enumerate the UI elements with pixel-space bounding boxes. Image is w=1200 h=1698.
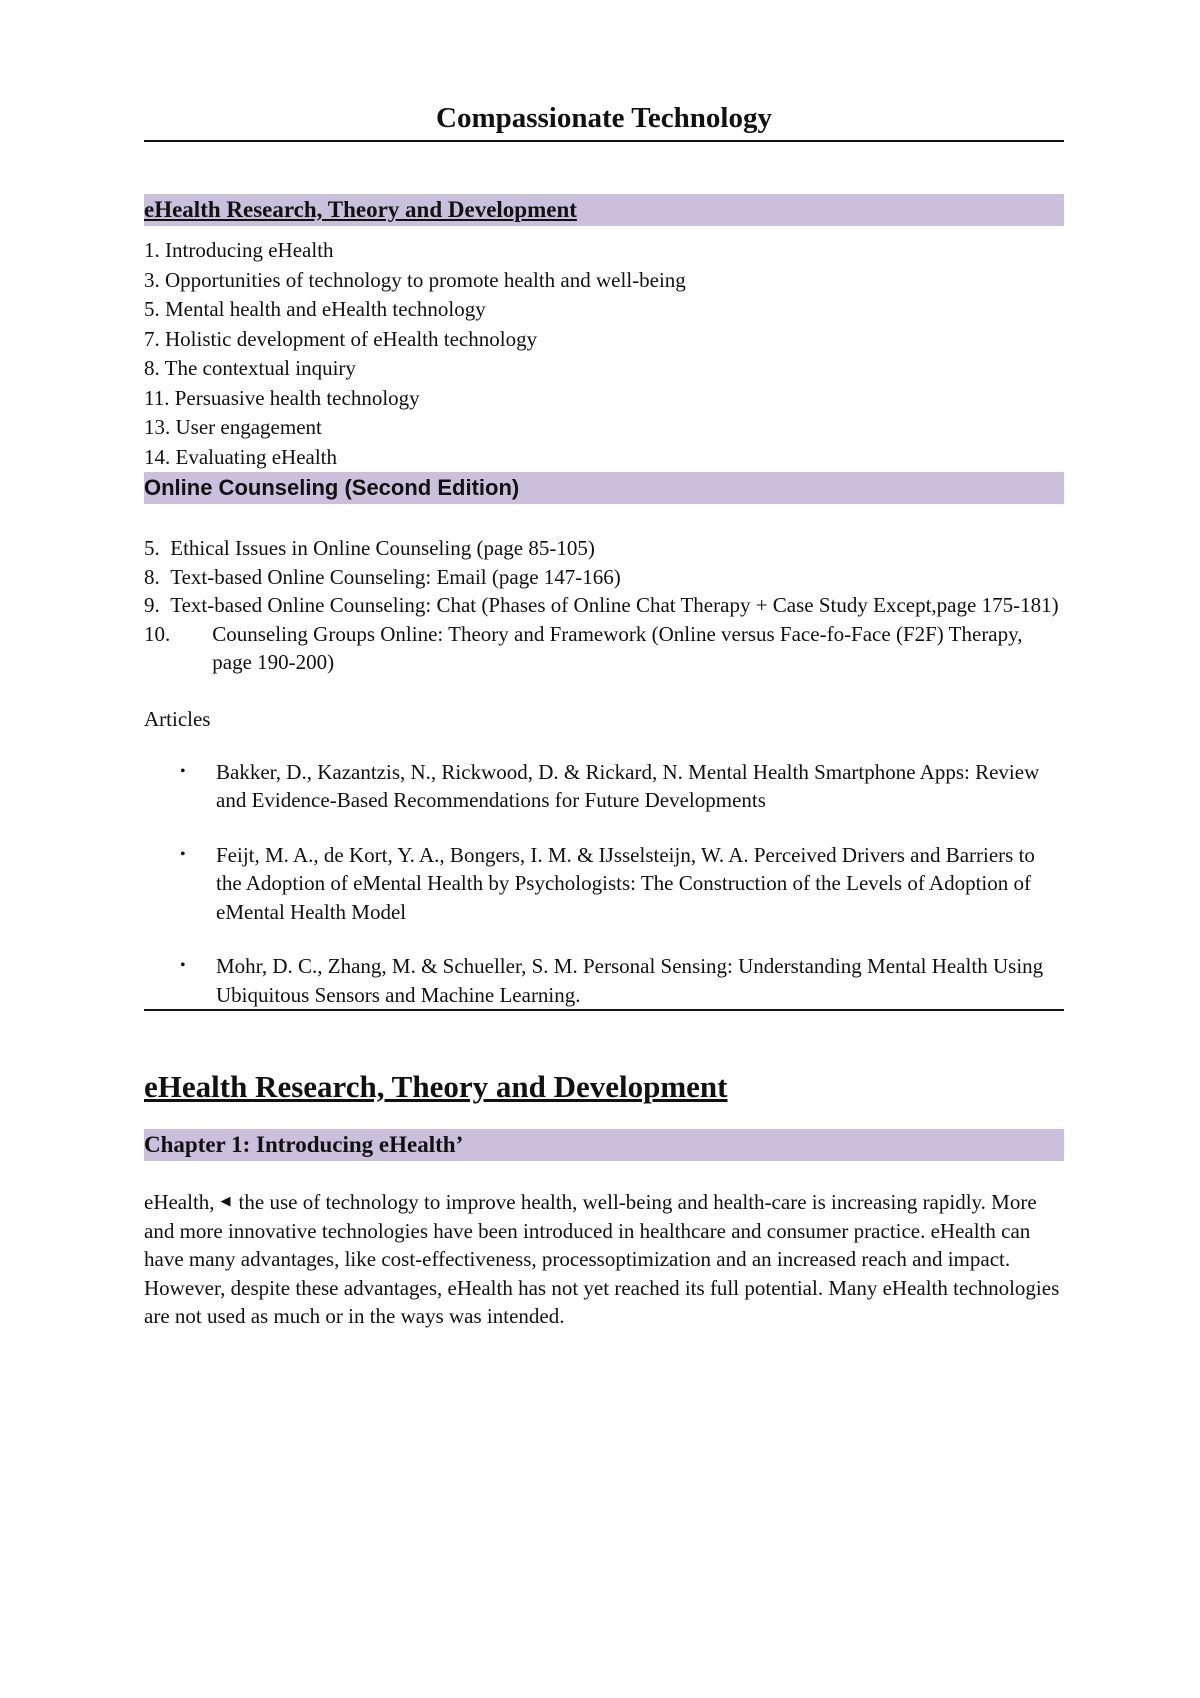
chapter-number: 8. bbox=[144, 564, 171, 589]
articles-list bbox=[144, 758, 1064, 1012]
chapter-number: 10. bbox=[144, 621, 213, 646]
article-item bbox=[144, 841, 1064, 927]
comment-marker-icon: ◀ bbox=[220, 1193, 231, 1208]
book2-chapter bbox=[144, 591, 1064, 620]
book1-chapter: 5. Mental health and eHealth technology bbox=[144, 297, 486, 321]
book2-heading: Online Counseling (Second Edition) bbox=[144, 472, 1064, 504]
chapter-text: Text-based Online Counseling: Email (page 147-166) bbox=[170, 564, 621, 589]
article-item bbox=[144, 952, 1064, 1011]
book1-chapter: 7. Holistic development of eHealth technology bbox=[144, 326, 538, 351]
articles-heading: Articles bbox=[144, 706, 211, 731]
chapter-paragraph bbox=[144, 1187, 1064, 1331]
bullet-icon: • bbox=[180, 845, 186, 863]
book1-chapter: 1. Introducing eHealth bbox=[144, 238, 334, 262]
article-citation: Bakker, D., Kazantzis, N., Rickwood, D. & Rickard, N. Mental Health Smartphone Apps: Review and Evidence-Based Recommendations for Future Developments bbox=[216, 759, 1040, 812]
chapter-number: 5. bbox=[144, 536, 171, 560]
bullet-icon: • bbox=[180, 957, 186, 974]
article-item bbox=[144, 758, 1064, 815]
paragraph-rest: the use of technology to improve health, well-being and health-care is increasing rapidly. More and more innovative technologies have been introduced in healthcare and consumer practice. eHealth can have many advantages, like cost-effectiveness, processoptimization and an increased reach and impact. However, despite these advantages, eHealth has not yet reached its full potential. Many eHealth technologies are not used as much or in the ways was intended. bbox=[144, 1190, 1060, 1328]
book2-chapter-list bbox=[144, 534, 1064, 677]
book1-heading: eHealth Research, Theory and Development bbox=[144, 197, 577, 222]
document-title: Compassionate Technology bbox=[144, 98, 1064, 142]
chapter-number: 9. bbox=[144, 593, 171, 617]
book1-chapter: 13. User engagement bbox=[144, 415, 322, 439]
chapter-text: Counseling Groups Online: Theory and Framework (Online versus Face-fo-Face (F2F) Therapy, page 190-200) bbox=[212, 621, 1023, 674]
book2-chapter bbox=[144, 620, 1064, 677]
book1-chapter-list bbox=[144, 236, 1064, 472]
article-citation: Feijt, M. A., de Kort, Y. A., Bongers, I. M. & IJsselsteijn, W. A. Perceived Drivers and Barriers to the Adoption of eMental Health by Psychologists: The Construction of the Levels of Adoption of eMental Health Model bbox=[216, 842, 1035, 924]
document-content bbox=[144, 98, 1064, 1331]
section-heading: eHealth Research, Theory and Development bbox=[144, 1069, 728, 1104]
bullet-icon: • bbox=[180, 762, 186, 780]
article-citation: Mohr, D. C., Zhang, M. & Schueller, S. M. Personal Sensing: Understanding Mental Health Using Ubiquitous Sensors and Machine Learning. bbox=[216, 954, 1044, 1007]
book1-heading-band bbox=[144, 194, 1064, 226]
chapter-text: Text-based Online Counseling: Chat (Phases of Online Chat Therapy + Case Study Except,page 175-181) bbox=[170, 593, 1059, 617]
book2-chapter bbox=[144, 534, 1064, 563]
book1-chapter: 3. Opportunities of technology to promote health and well-being bbox=[144, 267, 686, 292]
book1-chapter: 14. Evaluating eHealth bbox=[144, 444, 338, 469]
paragraph-start: eHealth, bbox=[144, 1190, 215, 1214]
book2-chapter bbox=[144, 563, 1064, 592]
chapter-text: Ethical Issues in Online Counseling (page 85-105) bbox=[170, 536, 595, 560]
book1-chapter: 8. The contextual inquiry bbox=[144, 356, 356, 380]
book1-chapter: 11. Persuasive health technology bbox=[144, 385, 420, 410]
chapter-heading: Chapter 1: Introducing eHealth’ bbox=[144, 1129, 1064, 1161]
